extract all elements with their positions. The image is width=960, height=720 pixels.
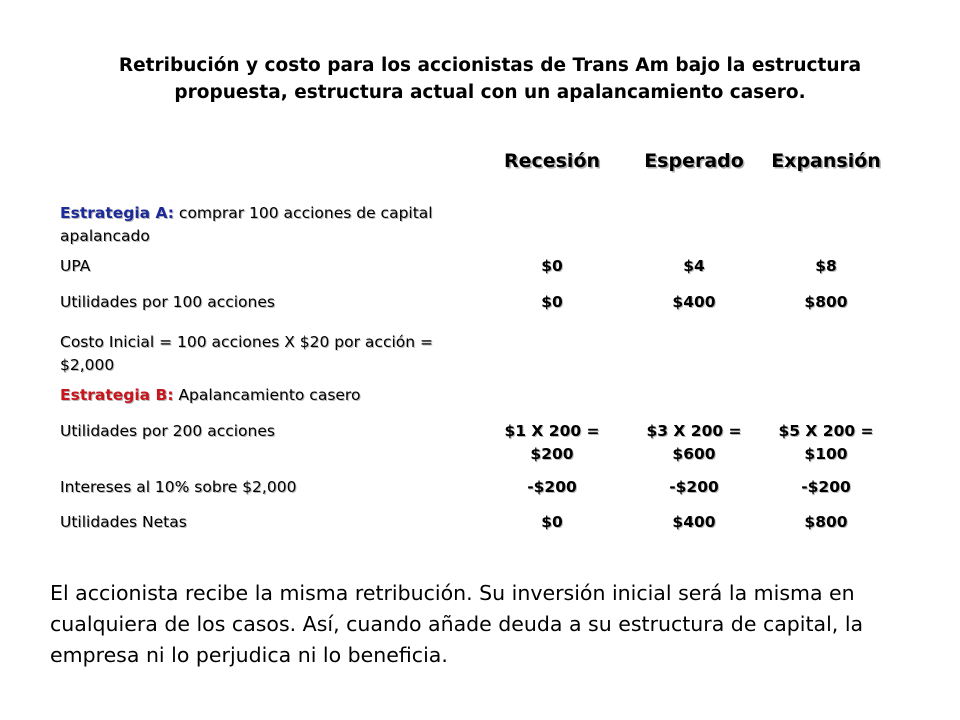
cell-intereses-recesion: -$200 (527, 478, 577, 496)
conclusion-text: El accionista recibe la misma retribución. Su inversión inicial será la misma en cualquiera de los casos. Así, cuando añade deuda a su estructura de capital, la empresa ni lo perjudica ni lo beneficia. (50, 581, 864, 667)
cost-note: Costo Inicial = 100 acciones X $20 por acción = $2,000 (60, 333, 433, 374)
cell-upa-expansion: $8 (815, 257, 837, 275)
row-label-utilidades-100: Utilidades por 100 acciones (60, 293, 275, 311)
row-label-intereses: Intereses al 10% sobre $2,000 (60, 478, 297, 496)
cell-utilidades-200-esperado: $3 X 200 = $600 (646, 422, 742, 463)
slide-title: Retribución y costo para los accionistas de Trans Am bajo la estructura propuesta, estructura actual con un apalancamiento casero. (118, 55, 862, 103)
column-header-esperado: Esperado (644, 150, 744, 172)
column-header-recesion: Recesión (503, 150, 601, 172)
cell-utilidades-netas-esperado: $400 (672, 513, 716, 531)
cell-utilidades-netas-expansion: $800 (804, 513, 848, 531)
strategy-a-description: comprar 100 acciones de capital apalancado (60, 204, 433, 245)
strategy-a-name: Estrategia A: (60, 204, 174, 222)
column-header-expansion: Expansión (771, 150, 881, 172)
row-label-utilidades-200: Utilidades por 200 acciones (60, 422, 275, 440)
cell-utilidades-100-recesion: $0 (541, 293, 563, 311)
cell-utilidades-200-expansion: $5 X 200 = $100 (778, 422, 874, 463)
strategy-b-description: Apalancamiento casero (173, 386, 361, 404)
row-label-upa: UPA (60, 257, 91, 275)
strategy-b-heading (60, 384, 480, 407)
cell-utilidades-100-esperado: $400 (672, 293, 716, 311)
cell-upa-esperado: $4 (683, 257, 705, 275)
cell-upa-recesion: $0 (541, 257, 563, 275)
strategy-a-heading (60, 202, 460, 248)
cell-intereses-esperado: -$200 (669, 478, 719, 496)
strategy-b-name: Estrategia B: (60, 386, 174, 404)
cell-intereses-expansion: -$200 (801, 478, 851, 496)
cell-utilidades-200-recesion: $1 X 200 = $200 (504, 422, 600, 463)
cell-utilidades-netas-recesion: $0 (541, 513, 563, 531)
cell-utilidades-100-expansion: $800 (804, 293, 848, 311)
row-label-utilidades-netas: Utilidades Netas (60, 513, 187, 531)
